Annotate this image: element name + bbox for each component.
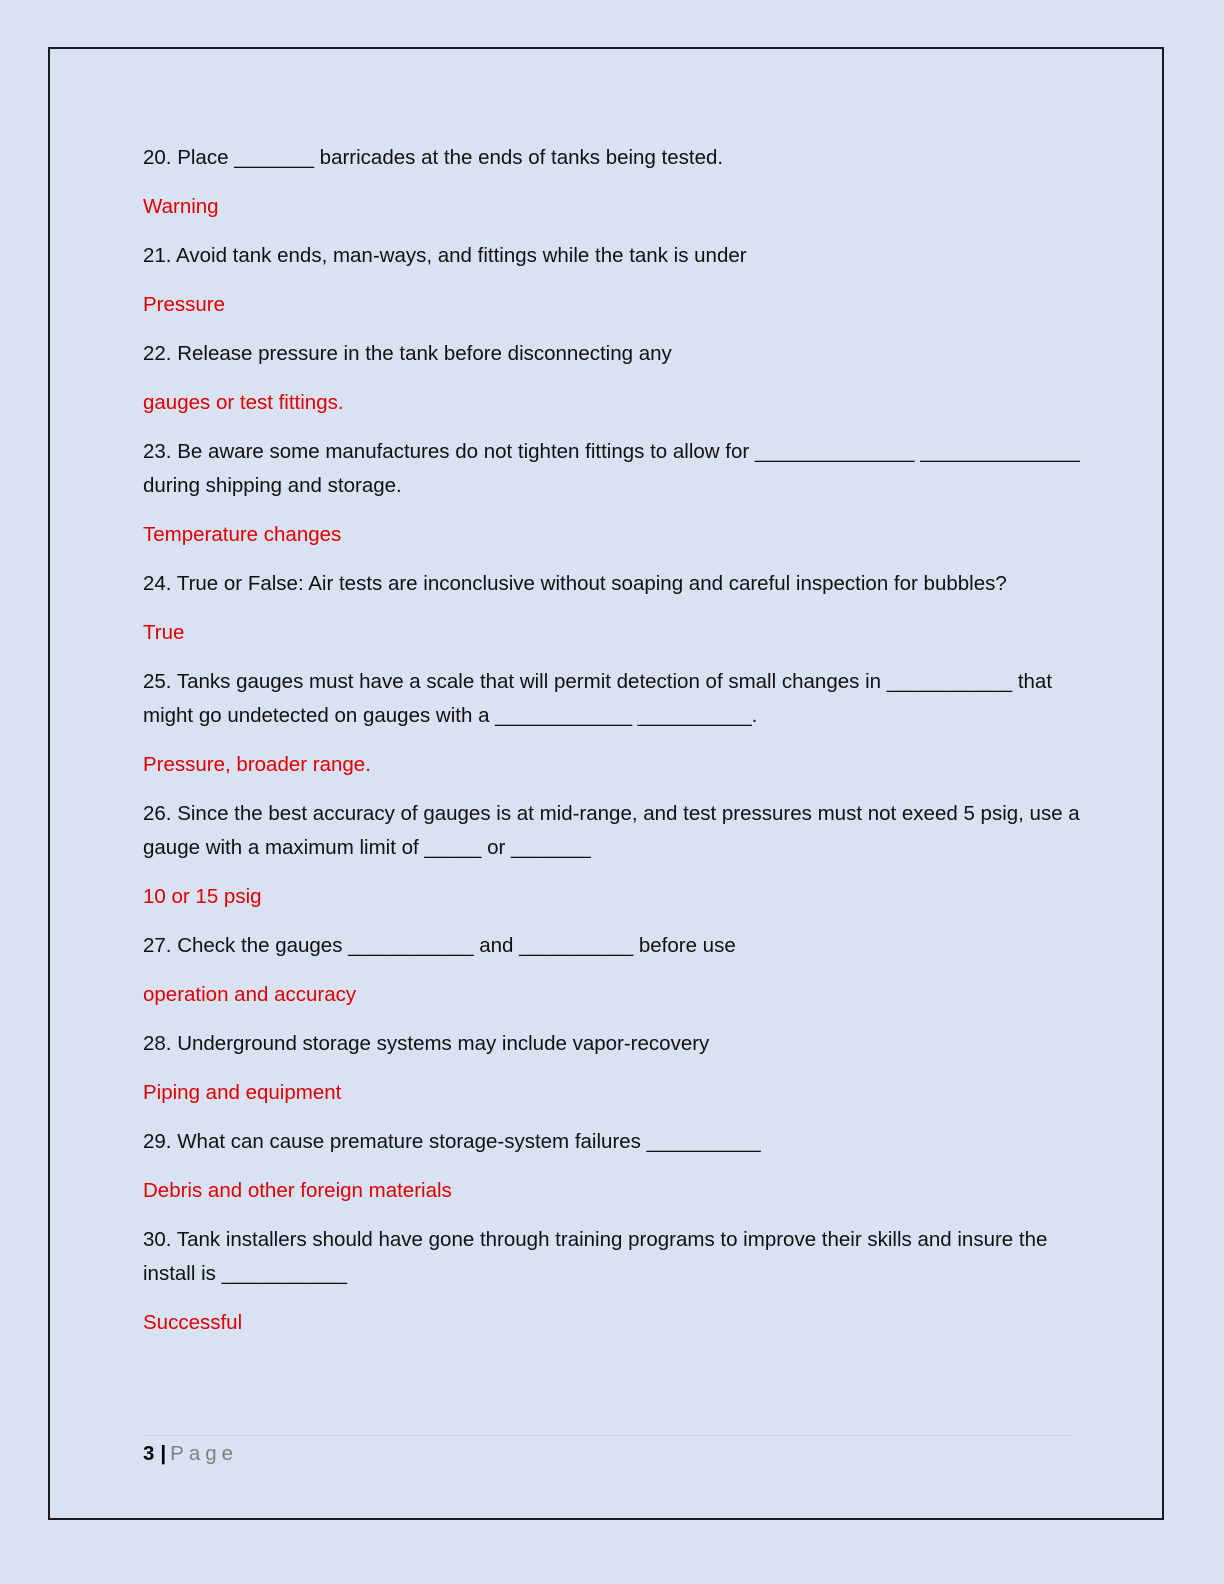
question-26: 26. Since the best accuracy of gauges is at mid-range, and test pressures must not exeed 5 psig, use a gauge with a maximum limit of _____ or _______ xyxy=(143,802,1080,859)
footer-separator: | xyxy=(160,1442,167,1465)
question-22: 22. Release pressure in the tank before disconnecting any xyxy=(143,342,672,365)
question-30: 30. Tank installers should have gone through training programs to improve their skills and insure the install is ___________ xyxy=(143,1228,1048,1285)
question-23: 23. Be aware some manufactures do not tighten fittings to allow for ______________ ______________ during shipping and storage. xyxy=(143,440,1080,497)
answer-22: gauges or test fittings. xyxy=(143,391,344,414)
question-20: 20. Place _______ barricades at the ends of tanks being tested. xyxy=(143,146,724,169)
answer-24: True xyxy=(143,621,185,644)
footer-divider xyxy=(143,1435,1073,1436)
answer-26: 10 or 15 psig xyxy=(143,885,262,908)
document-body xyxy=(143,141,1083,1355)
answer-25: Pressure, broader range. xyxy=(143,753,371,776)
answer-21: Pressure xyxy=(143,293,226,316)
answer-20: Warning xyxy=(143,195,219,218)
question-28: 28. Underground storage systems may include vapor-recovery xyxy=(143,1032,710,1055)
question-24: 24. True or False: Air tests are inconclusive without soaping and careful inspection for bubbles? xyxy=(143,572,1007,595)
answer-27: operation and accuracy xyxy=(143,983,357,1006)
answer-30: Successful xyxy=(143,1311,243,1334)
question-21: 21. Avoid tank ends, man-ways, and fittings while the tank is under xyxy=(143,244,747,267)
answer-28: Piping and equipment xyxy=(143,1081,342,1104)
question-25: 25. Tanks gauges must have a scale that will permit detection of small changes in ___________ that might go undetected on gauges with a ____________ __________. xyxy=(143,670,1053,727)
answer-29: Debris and other foreign materials xyxy=(143,1179,452,1202)
page-footer xyxy=(143,1440,238,1468)
question-27: 27. Check the gauges ___________ and __________ before use xyxy=(143,934,736,957)
page-number: 3 xyxy=(143,1442,155,1465)
question-29: 29. What can cause premature storage-system failures __________ xyxy=(143,1130,761,1153)
page-label: Page xyxy=(170,1442,239,1465)
answer-23: Temperature changes xyxy=(143,523,342,546)
